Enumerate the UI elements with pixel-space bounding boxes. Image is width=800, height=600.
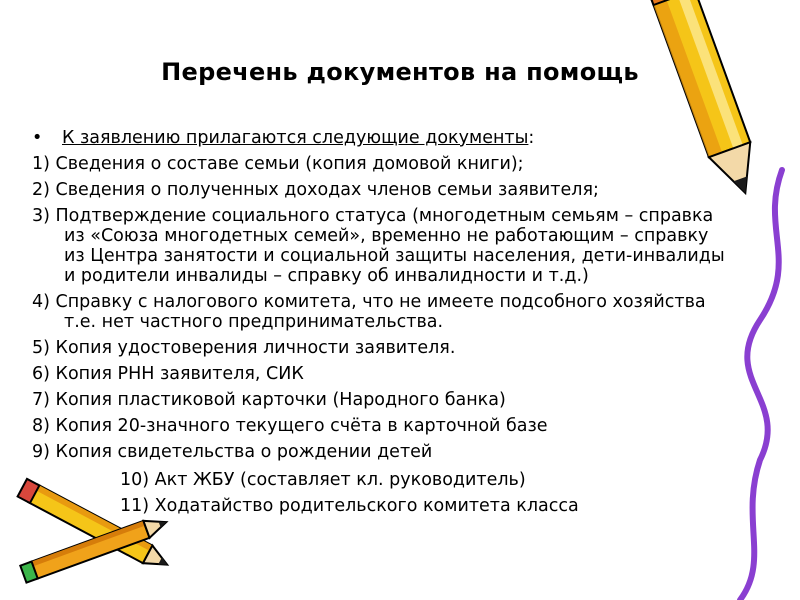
bullet-icon: • xyxy=(32,128,43,148)
list-item-9: 9) Копия свидетельства о рождении детей xyxy=(32,442,433,462)
list-item-4: 4) Справку с налогового комитета, что не имеете подсобного хозяйства т.е. нет частного предпринимательства. xyxy=(32,292,706,332)
list-item-8: 8) Копия 20-значного текущего счёта в карточной базе xyxy=(32,416,548,436)
intro-line xyxy=(32,128,732,148)
list-item-1: 1) Сведения о составе семьи (копия домовой книги); xyxy=(32,154,524,174)
list-item-10: 10) Акт ЖБУ (составляет кл. руководитель) xyxy=(120,470,526,490)
list-item-11: 11) Ходатайство родительского комитета класса xyxy=(120,496,579,516)
list-item-6: 6) Копия РНН заявителя, СИК xyxy=(32,364,304,384)
list-item-2: 2) Сведения о полученных доходах членов семьи заявителя; xyxy=(32,180,599,200)
list-item-3: 3) Подтверждение социального статуса (многодетным семьям – справка из «Союза многодетных семей», временно не работающим – справку из Центра занятости и социальной защиты населения, дети-инвалиды и родители инвалиды – справку об инвалидности и т.д.) xyxy=(32,206,725,286)
purple-squiggle-icon xyxy=(740,170,782,600)
document-list xyxy=(32,128,732,516)
list-item-7: 7) Копия пластиковой карточки (Народного банка) xyxy=(32,390,506,410)
list-item-5: 5) Копия удостоверения личности заявителя. xyxy=(32,338,456,358)
slide-title: Перечень документов на помощь xyxy=(161,58,639,86)
intro-suffix: : xyxy=(528,128,535,148)
intro-text: К заявлению прилагаются следующие документы xyxy=(62,128,529,148)
